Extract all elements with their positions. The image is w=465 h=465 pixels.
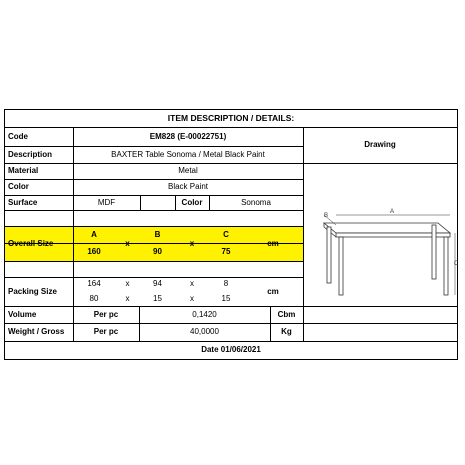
weight-unit: Kg — [281, 327, 292, 336]
material-value: Metal — [178, 166, 198, 175]
code-label: Code — [8, 131, 28, 141]
packing-r2-sep1: x — [125, 294, 130, 303]
drawing-label: Drawing — [364, 140, 396, 149]
surface-value: MDF — [97, 197, 116, 207]
volume-unit: Cbm — [277, 309, 296, 319]
weight-per: Per pc — [93, 327, 119, 336]
color-value: Black Paint — [167, 182, 209, 191]
material-label: Material — [8, 166, 39, 175]
weight-value: 40,0000 — [190, 327, 219, 336]
overall-size-label: Overall Size — [8, 238, 54, 248]
description-label: Description — [8, 149, 53, 159]
packing-r1-sep1: x — [125, 279, 130, 288]
code-value: EM828 (E-00022751) — [149, 131, 227, 141]
packing-r1-c: 8 — [223, 279, 229, 288]
weight-label: Weight / Gross — [8, 327, 65, 336]
overall-size-header-c: C — [223, 229, 229, 239]
packing-r1-a: 164 — [87, 279, 101, 288]
surface-color-value: Sonoma — [241, 197, 271, 207]
packing-size-label: Packing Size — [8, 286, 57, 296]
packing-r1-b: 94 — [153, 279, 162, 288]
overall-size-value-a: 160 — [87, 247, 101, 256]
packing-r2-sep2: x — [190, 294, 194, 303]
volume-per: Per pc — [93, 309, 119, 319]
footer-date: Date 01/06/2021 — [201, 345, 261, 354]
volume-value: 0,1420 — [192, 309, 217, 319]
overall-size-header-b: B — [154, 229, 161, 239]
overall-size-value-c: 75 — [221, 247, 231, 256]
packing-r2-c: 15 — [221, 294, 231, 303]
header-title: ITEM DESCRIPTION / DETAILS: — [167, 113, 295, 124]
packing-r2-a: 80 — [89, 294, 99, 303]
dim-b-label: B — [324, 213, 329, 219]
color-label: Color — [8, 182, 29, 191]
packing-r1-sep2: x — [190, 279, 194, 288]
overall-size-header-a: A — [91, 229, 97, 239]
surface-color-label: Color — [181, 197, 203, 207]
description-value: BAXTER Table Sonoma / Metal Black Paint — [111, 149, 265, 159]
overall-size-sep-2: x — [189, 238, 195, 248]
overall-size-unit: cm — [267, 238, 279, 248]
item-details-sheet — [4, 109, 458, 360]
overall-size-value-b: 90 — [153, 247, 162, 256]
dim-c-label: C — [454, 261, 459, 267]
surface-label: Surface — [8, 197, 38, 207]
overall-size-sep-1: x — [125, 238, 130, 248]
dim-a-label: A — [390, 209, 395, 215]
volume-label: Volume — [8, 309, 37, 319]
table-drawing — [310, 205, 460, 315]
packing-r2-b: 15 — [153, 294, 162, 303]
packing-size-unit: cm — [267, 286, 279, 296]
